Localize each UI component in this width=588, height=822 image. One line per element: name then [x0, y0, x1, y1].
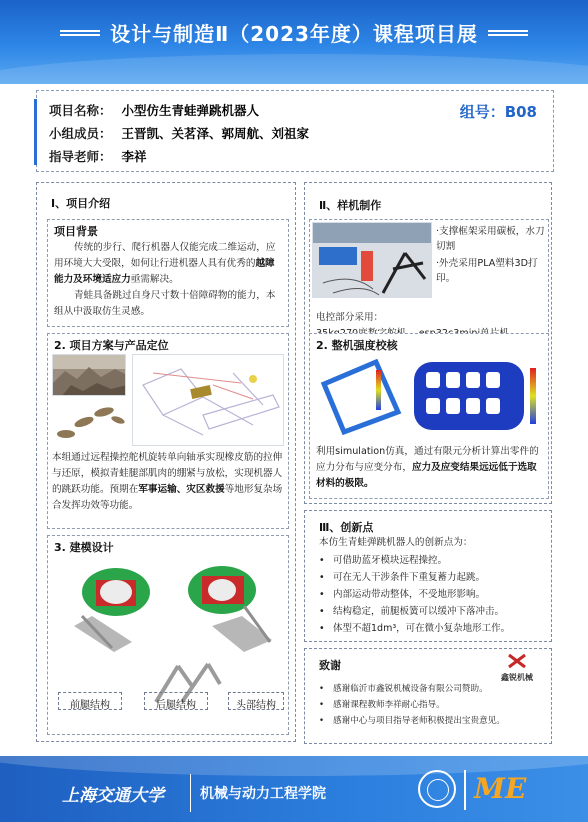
background-subpanel [47, 219, 289, 327]
header-left-dash [60, 30, 100, 36]
fea-result-2 [410, 354, 546, 438]
project-info-box [36, 90, 554, 172]
plan-paragraph: 本组通过远程操控舵机旋转单向轴承实现橡皮筋的拉伸与还原，模拟青蛙腿部肌肉的绷紧与放松，实现机器人的跳跃功能。预期在军事运输、灾区救援等地形复杂场合发挥功效等功能。 [52, 452, 283, 511]
info-accent-bar [34, 99, 37, 165]
acknowledgement-item: • 感谢临沂市鑫锐机械设备有限公司赞助。 [319, 681, 505, 697]
poster-footer [0, 756, 588, 822]
members: 王晋凯、关茗泽、郭周航、刘祖家 [121, 126, 310, 141]
group-number: 组号：B08 [459, 103, 537, 121]
prototype-photo [312, 222, 432, 298]
project-name-label: 项目名称： [49, 103, 112, 118]
footer-divider [190, 774, 191, 812]
fea-result-1 [314, 354, 406, 438]
prototype-desc-2: ·外壳采用PLA塑料3D打印。 [436, 258, 538, 284]
section-prototype-title: Ⅱ、样机制作 [319, 199, 382, 212]
project-name-row [49, 101, 259, 119]
innovation-item: • 结构稳定，前腿板簧可以缓冲下落冲击。 [319, 603, 510, 620]
head-label: 头部结构 [228, 692, 284, 710]
acknowledgement-item: • 感谢中心与项目指导老师积极提出宝贵意见。 [319, 713, 505, 729]
acknowledgement-panel [304, 648, 552, 744]
rear-leg-label: 后腿结构 [144, 692, 208, 710]
electronics-label: 电控部分采用： [316, 312, 384, 323]
header-wave [0, 54, 588, 84]
section-prototype-panel [304, 182, 552, 504]
school-name: 机械与动力工程学院 [200, 786, 326, 802]
innovation-item: • 内部运动带动整体，不受地形影响。 [319, 586, 510, 603]
section-intro-panel [36, 182, 296, 742]
strength-emphasis: 应力及应变结果远远低于选取材料的极限。 [316, 462, 537, 489]
modeling-subpanel [47, 535, 289, 735]
innovation-item: • 可在无人干涉条件下重复蓄力起跳。 [319, 569, 510, 586]
strength-title: 2. 整机强度校核 [316, 339, 398, 352]
mechanism-sketch [132, 354, 284, 446]
sponsor-logo-text: 鑫锐机械 [501, 673, 533, 682]
model-render-2 [172, 556, 280, 654]
section-intro-title: Ⅰ、项目介绍 [51, 197, 111, 210]
poster-title: 设计与制造Ⅱ（2023年度）课程项目展 [110, 22, 478, 46]
prototype-desc-1: ·支撑框架采用碳板，水刀切割 [436, 226, 545, 252]
acknowledgement-item: • 感谢课程教师李祥耐心指导。 [319, 697, 505, 713]
strength-paragraph: 利用simulation仿真，通过有限元分析计算出零件的应力分布与应变分布，应力及应变结果远远低于选取材料的极限。 [316, 446, 539, 489]
plan-title: 2. 项目方案与产品定位 [54, 339, 169, 352]
section-innovation-panel [304, 510, 552, 642]
project-name: 小型仿生青蛙弹跳机器人 [121, 103, 260, 118]
innovation-item: • 体型不超1dm³，可在微小复杂地形工作。 [319, 620, 510, 637]
members-label: 小组成员： [49, 126, 112, 141]
innovation-item: • 可借助蓝牙模块远程操控。 [319, 552, 510, 569]
modeling-title: 3. 建模设计 [54, 541, 114, 554]
teacher: 李祥 [121, 149, 147, 164]
frog-jump-photo [52, 398, 126, 446]
plan-emphasis: 军事运输、灾区救援 [138, 484, 225, 495]
members-row [49, 124, 309, 142]
footer-divider-2 [464, 770, 466, 810]
header-right-dash [488, 30, 528, 36]
header-title-wrap [0, 18, 588, 47]
sponsor-logo [493, 653, 541, 681]
acknowledgement-list [319, 681, 505, 729]
background-paragraph-2: 青蛙具备跳过自身尺寸数十倍障碍物的能力，本组从中汲取仿生灵感。 [54, 290, 276, 317]
university-name: 上海交通大学 [62, 786, 164, 806]
acknowledgement-title: 致谢 [319, 659, 341, 672]
strength-subpanel [309, 333, 549, 499]
university-seal-icon [418, 770, 456, 808]
background-paragraph-1: 传统的步行、爬行机器人仅能完成二维运动，应用环境大大受限，如何让行进机器人具有优秀的越障能力及环境适应力亟需解决。 [54, 242, 276, 285]
poster-header [0, 0, 588, 84]
innovation-list [319, 552, 510, 637]
background-emphasis: 越障能力及环境适应力 [54, 258, 275, 285]
teacher-label: 指导老师： [49, 149, 112, 164]
front-leg-label: 前腿结构 [58, 692, 122, 710]
plan-subpanel [47, 333, 289, 529]
section-innovation-title: Ⅲ、创新点 [319, 521, 374, 534]
rubble-photo [52, 354, 126, 396]
teacher-row [49, 147, 147, 165]
me-logo: ME [474, 772, 527, 805]
background-title: 项目背景 [54, 225, 98, 238]
prototype-subpanel [309, 219, 549, 347]
innovation-intro: 本仿生青蛙弹跳机器人的创新点为： [319, 537, 473, 548]
model-render-1 [62, 556, 162, 654]
sponsor-logo-icon [506, 653, 528, 669]
